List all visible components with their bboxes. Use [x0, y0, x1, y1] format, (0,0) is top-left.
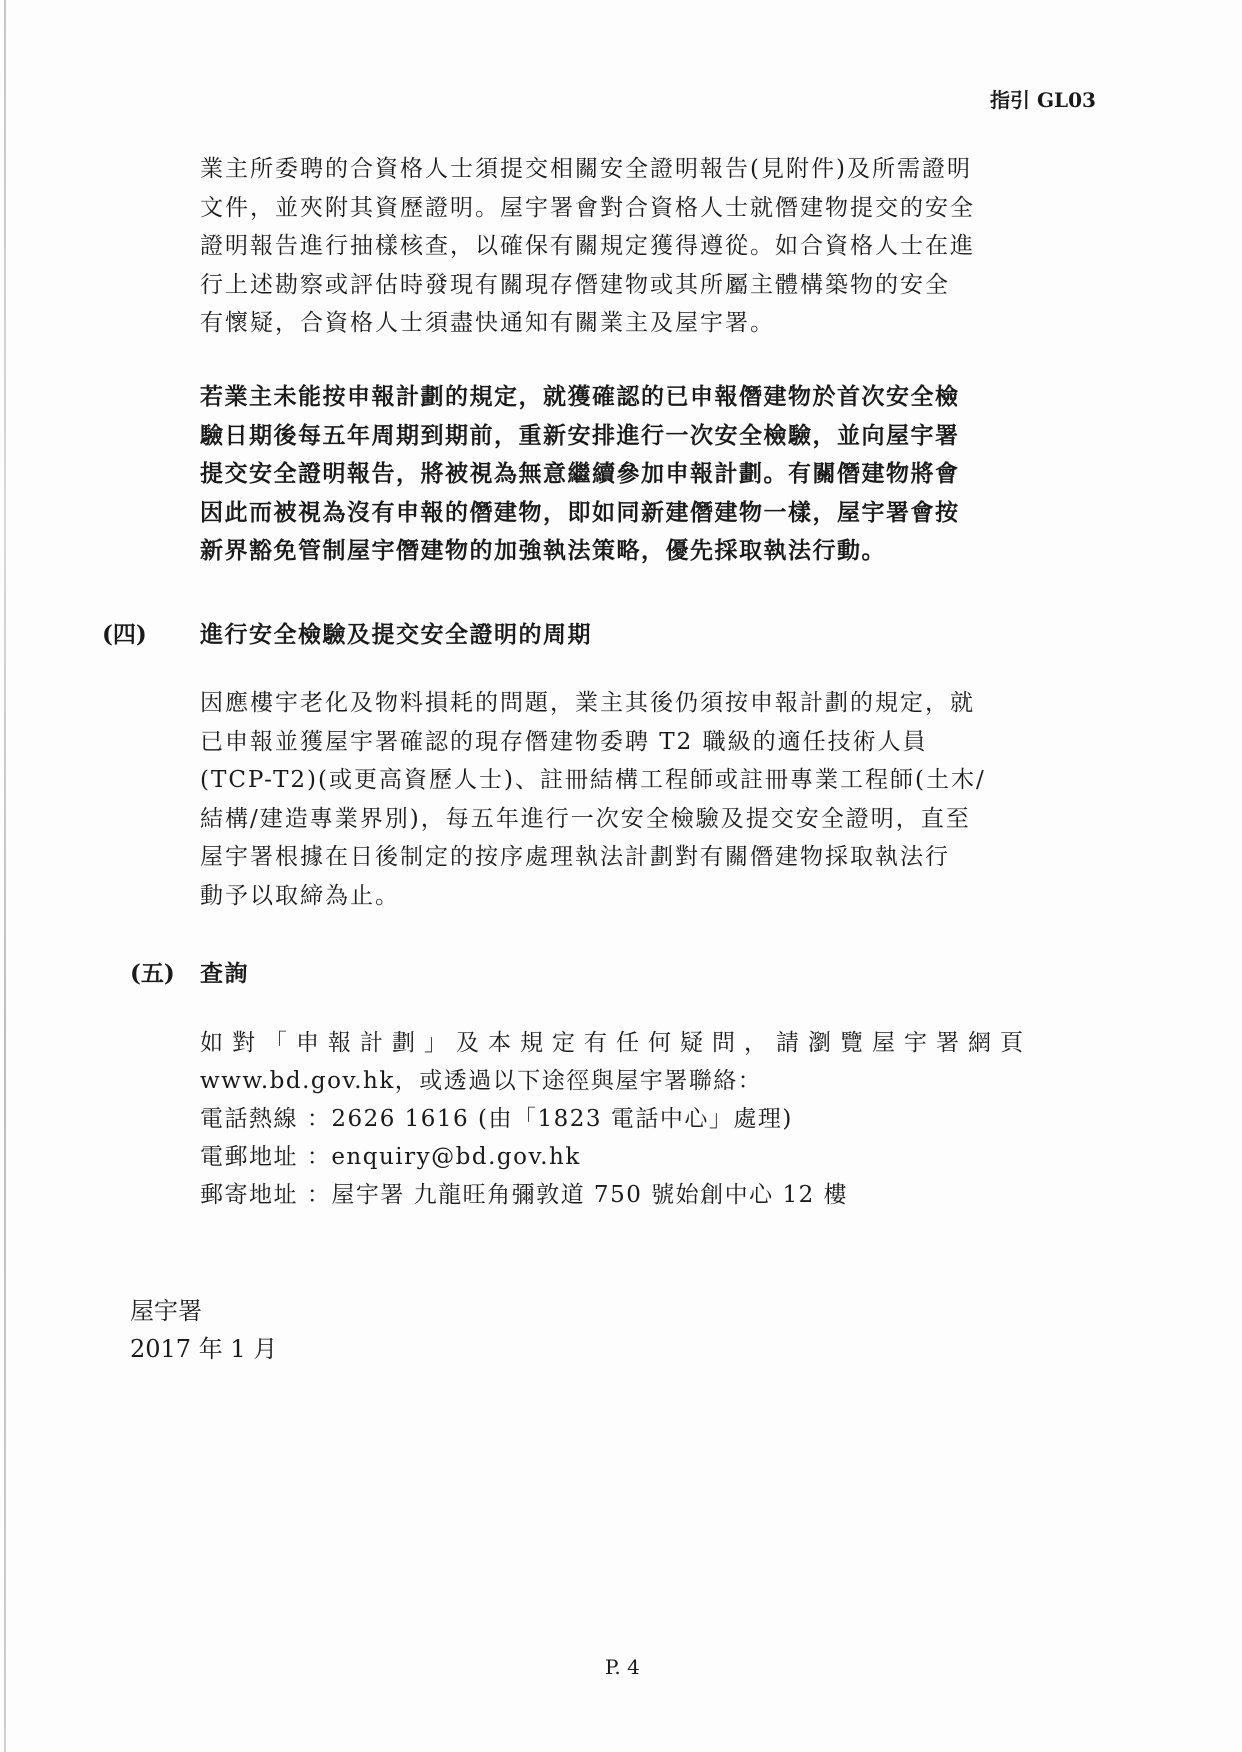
intro-line: 證明報告進行抽樣核查，以確保有關規定獲得遵從。如合資格人士在進: [200, 233, 975, 259]
warning-line: 驗日期後每五年周期到期前，重新安排進行一次安全檢驗，並向屋宇署: [200, 421, 960, 449]
section-4-paragraph: [200, 684, 1112, 915]
section-5-number: (五): [130, 960, 175, 987]
bold-warning-paragraph: [200, 378, 1112, 571]
section-4-line: 結構/建造專業界別)，每五年進行一次安全檢驗及提交安全證明，直至: [200, 805, 971, 832]
section-4-line: 因應樓宇老化及物料損耗的問題，業主其後仍須按申報計劃的規定，就: [200, 690, 975, 716]
signature-date: 2017 年 1 月: [130, 1335, 278, 1363]
section-4-line: (TCP-T2)(或更高資歷人士)、註冊結構工程師或註冊專業工程師(土木/: [200, 767, 986, 793]
intro-line: 文件，並夾附其資歷證明。屋宇署會對合資格人士就僭建物提交的安全: [200, 194, 975, 221]
contact-label: 電話熱線: [200, 1106, 298, 1132]
section-5-title: 查詢: [200, 960, 249, 987]
section-4-line: 屋宇署根據在日後制定的按序處理執法計劃對有關僭建物採取執法行: [200, 844, 950, 870]
enquiry-line: www.bd.gov.hk，或透過以下途徑與屋宇署聯絡：: [200, 1068, 763, 1094]
signature-block: [130, 1292, 277, 1368]
scan-edge: [4, 0, 6, 1752]
page-number: P. 4: [605, 1655, 640, 1679]
guideline-reference: 指引 GL03: [990, 88, 1096, 112]
section-4-title: 進行安全檢驗及提交安全證明的周期: [200, 621, 592, 648]
contact-value: ：enquiry@bd.gov.hk: [306, 1144, 581, 1170]
intro-line: 有懷疑，合資格人士須盡快通知有關業主及屋宇署。: [200, 310, 775, 336]
intro-line: 行上述勘察或評估時發現有關現存僭建物或其所屬主體構築物的安全: [200, 271, 950, 298]
contact-label: 電郵地址: [200, 1144, 298, 1170]
contact-hotline: [200, 1100, 1032, 1138]
contact-email: [200, 1138, 1032, 1176]
contact-label: 郵寄地址: [200, 1182, 298, 1208]
contact-mail: [200, 1176, 1032, 1214]
warning-line: 若業主未能按申報計劃的規定，就獲確認的已申報僭建物於首次安全檢: [200, 383, 960, 410]
warning-line: 新界豁免管制屋宇僭建物的加強執法策略，優先採取執法行動。: [200, 537, 886, 564]
intro-paragraph: [200, 150, 1112, 343]
section-4-line: 已申報並獲屋宇署確認的現存僭建物委聘 T2 職級的適任技術人員: [200, 728, 928, 755]
warning-line: 因此而被視為沒有申報的僭建物，即如同新建僭建物一樣，屋宇署會按: [200, 498, 960, 526]
signature-department: 屋宇署: [130, 1297, 202, 1325]
warning-line: 提交安全證明報告，將被視為無意繼續參加申報計劃。有關僭建物將會: [200, 460, 960, 487]
section-4-number: (四): [102, 621, 147, 648]
section-4-line: 動予以取締為止。: [200, 882, 400, 909]
enquiry-block: [200, 1024, 1032, 1214]
enquiry-line: 如對「申報計劃」及本規定有任何疑問，請瀏覽屋宇署網頁: [200, 1030, 1032, 1056]
contact-value: ：屋宇署 九龍旺角彌敦道 750 號始創中心 12 樓: [306, 1182, 849, 1208]
intro-line: 業主所委聘的合資格人士須提交相關安全證明報告(見附件)及所需證明: [200, 156, 972, 182]
contact-value: ：2626 1616 (由「1823 電話中心」處理): [306, 1106, 793, 1132]
